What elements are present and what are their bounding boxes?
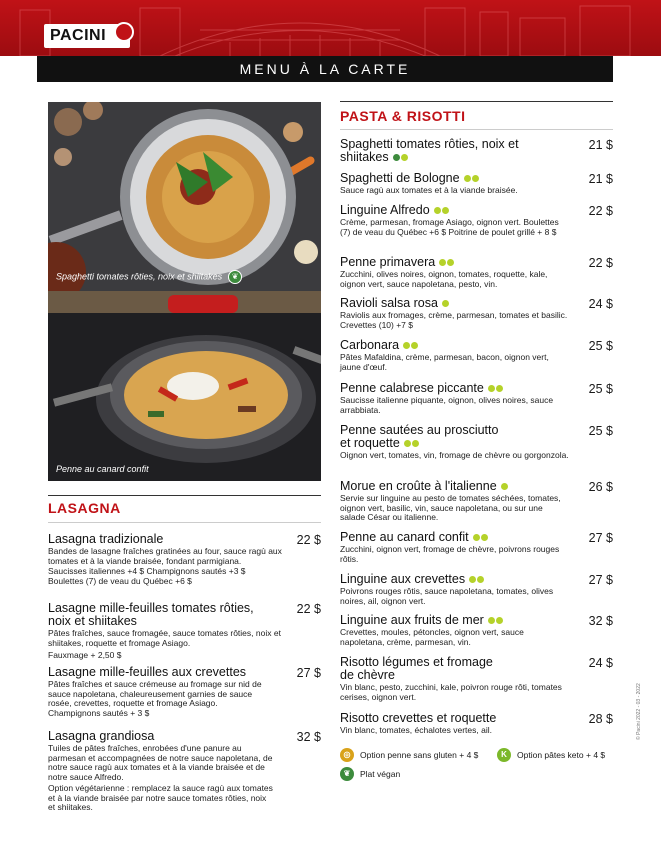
menu-item [340,480,613,523]
item-description: Vin blanc, tomates, échalotes vertes, ail. [340,725,492,735]
menu-item [340,339,613,372]
vegan-leaf-icon: ❦ [228,270,242,284]
penne-dish-illustration [48,291,321,481]
item-description: Zucchini, oignon vert, fromage de chèvre, poivrons rouges rôtis. [340,544,560,564]
price: 26 $ [588,480,613,494]
price: 24 $ [588,656,613,670]
diet-dots-icon [439,256,455,269]
menu-item [340,531,613,564]
menu-item: Lasagne mille-feuilles tomates rôties, noix et shiitakes Pâtes fraîches, sauce fromagée, sauce tomates rôties, noix et shiitakes, roquette et fromage Asiago. Fauxmage + 2,50 $ 22 $ [48,601,321,660]
diet-dots-icon [393,151,409,164]
menu-item [340,712,613,736]
item-name: Morue en croûte à l'italienne [340,480,560,493]
diet-dots-icon [488,382,504,395]
item-name: Carbonara [340,339,560,352]
legend-gluten-free: ◎ Option penne sans gluten + 4 $ [340,748,478,762]
diet-dots-icon [469,573,485,586]
price: 22 $ [588,256,613,270]
price: 21 $ [588,138,613,152]
pacini-logo[interactable]: PACINI [44,24,130,48]
menu-item: Lasagna grandiosa Tuiles de pâtes fraîches, enrobées d'une panure au parmesan et accompagnées de notre sauce napoletana, de notre sauce ragù aux tomates et à la viande braisée et de notre sauce Alfredo. Option végétarienne : remplacez la sauce ragù aux tomates et à la viande braisée par notre sauce tomates rôties, noix et shiitakes. 32 $ [48,729,321,812]
menu-item [340,382,613,415]
menu-item [340,204,613,237]
item-description: Crème, parmesan, fromage Asiago, oignon vert. Boulettes (7) de veau du Québec +6 $ Poitrine de poulet grillé + 8 $ [340,217,559,237]
price: 27 $ [588,531,613,545]
spaghetti-dish-illustration [48,102,321,291]
menu-item [340,424,613,461]
photo-caption: Spaghetti tomates rôties, noix et shiitakes ❦ [56,270,242,284]
divider [48,495,321,496]
item-description: Raviolis aux fromages, crème, parmesan, tomates et basilic. Crevettes (10) +7 $ [340,310,568,330]
diet-dots-icon [442,297,450,310]
diet-dots-icon [403,339,419,352]
item-description: Pâtes Mafaldina, crème, parmesan, bacon, oignon vert, jaune d'œuf. [340,352,549,372]
item-description: Crevettes, moules, pétoncles, oignon vert, sauce napoletana, crème, parmesan, vin. [340,627,524,647]
menu-item [340,172,613,196]
price: 22 $ [296,533,321,547]
item-name: Risotto crevettes et roquette [340,711,497,725]
item-name: Penne calabrese piccante [340,382,560,395]
vegan-leaf-icon: ❦ [340,767,354,781]
photo-spaghetti [48,102,321,291]
menu-item [340,614,613,647]
section-heading-lasagna: LASAGNA [48,500,121,516]
item-name: Linguine aux crevettes [340,573,560,586]
legend-keto: K Option pâtes keto + 4 $ [497,748,605,762]
item-name: Penne au canard confit [340,531,560,544]
item-name: Ravioli salsa rosa [340,297,560,310]
item-description: Servie sur linguine au pesto de tomates séchées, tomates, oignon vert, basilic, vin, sauce napoletana, ou sur une salade César ou italienne. [340,493,561,522]
diet-dots-icon [404,437,420,450]
page-title: MENU À LA CARTE [37,56,613,82]
menu-item [340,297,613,330]
price: 24 $ [588,297,613,311]
menu-item: Lasagna tradizionale Bandes de lasagne fraîches gratinées au four, sauce ragù aux tomates et à la viande braisée, fondant parmigiana. Saucisses italiennes +4 $ Champignons sautés +3 $ Boulettes (7) de veau du Québec +6 $ 22 $ [48,532,321,586]
price: 25 $ [588,424,613,438]
item-name: Penne primavera [340,256,560,269]
copyright: © Pacini 2022 - 03 - 2022 [636,683,642,740]
item-description: Zucchini, olives noires, oignon, tomates, roquette, kale, oignon vert, sauce napoletana, pesto, vin. [340,269,548,289]
diet-dots-icon [501,480,509,493]
price: 21 $ [588,172,613,186]
item-description: Saucisse italienne piquante, oignon, olives noires, sauce arrabbiata. [340,395,554,415]
diet-dots-icon [464,172,480,185]
price: 32 $ [588,614,613,628]
price: 27 $ [588,573,613,587]
price: 22 $ [588,204,613,218]
menu-item: Lasagne mille-feuilles aux crevettes Pâtes fraîches et sauce crémeuse au fromage sur nid de sauce napoletana, chaleureusement garnies de sauce rosée, crevettes, roquette et fromage Asiago. Champignons sautés + 3 $ 27 $ [48,665,321,718]
logo-mark-icon [114,22,134,42]
photo-caption: Penne au canard confit [56,464,149,474]
diet-dots-icon [488,614,504,627]
item-description: Vin blanc, pesto, zucchini, kale, poivron rouge rôti, tomates cerises, oignon vert. [340,682,562,702]
price: 28 $ [588,712,613,726]
gluten-free-icon: ◎ [340,748,354,762]
legend-vegan: ❦ Plat végan [340,767,400,781]
item-name: Penne sautées au prosciutto et roquette [340,423,499,450]
divider [48,522,321,523]
price: 32 $ [296,730,321,744]
menu-item [340,573,613,606]
price: 22 $ [296,602,321,616]
keto-icon: K [497,748,511,762]
item-name: Linguine aux fruits de mer [340,614,560,627]
item-description: Poivrons rouges rôtis, sauce napoletana, tomates, olives noires, ail, oignon vert. [340,586,554,606]
item-name: Spaghetti de Bologne [340,172,560,185]
price: 25 $ [588,382,613,396]
item-name: Linguine Alfredo [340,204,560,217]
header-banner [0,0,661,56]
diet-dots-icon [473,531,489,544]
menu-item [340,656,613,702]
diet-dots-icon [434,204,450,217]
item-name: Risotto légumes et fromage de chèvre [340,655,493,682]
divider [340,101,613,102]
price: 25 $ [588,339,613,353]
menu-item [340,256,613,289]
photo-penne [48,291,321,481]
item-name: Spaghetti tomates rôties, noix et shiitakes [340,137,519,164]
section-heading-pasta: PASTA & RISOTTI [340,108,466,124]
menu-item [340,138,613,164]
item-description: Sauce ragù aux tomates et à la viande braisée. [340,185,518,195]
price: 27 $ [296,666,321,680]
divider [340,129,613,130]
item-description: Oignon vert, tomates, vin, fromage de chèvre ou gorgonzola. [340,450,569,460]
